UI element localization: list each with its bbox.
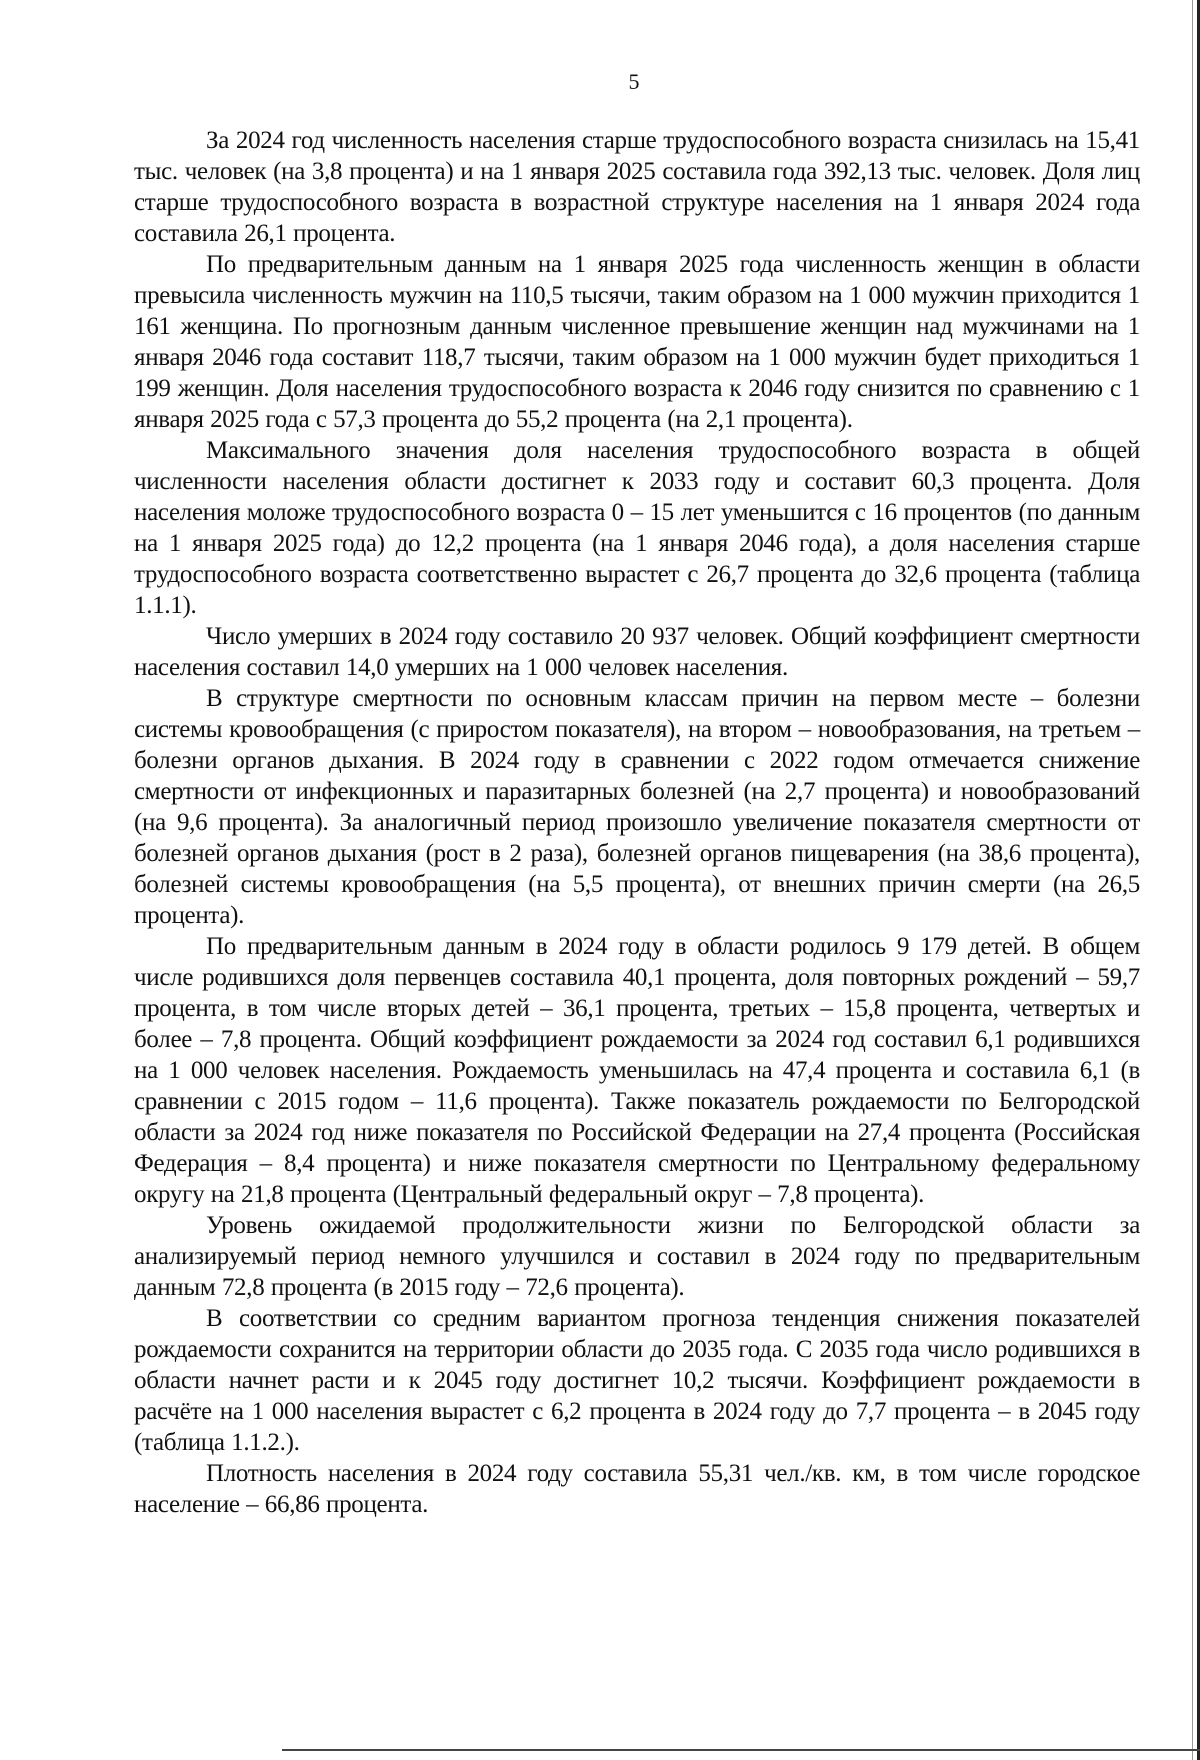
- paragraph-gender-ratio: По предварительным данным на 1 января 2025 года численность женщин в области превысила численность мужчин на 110,5 тысячи, таким образом на 1 000 мужчин приходится 1 161 женщина. По прогнозным данным численное превышение женщин над мужчинами на 1 января 2046 года составит 118,7 тысячи, таким образом на 1 000 мужчин будет приходиться 1 199 женщин. Доля населения трудоспособного возраста к 2046 году снизится по сравнению с 1 января 2025 года с 57,3 процента до 55,2 процента (на 2,1 процента).: [134, 251, 1140, 433]
- page-number: 5: [628, 69, 640, 94]
- paragraph-births: По предварительным данным в 2024 году в области родилось 9 179 детей. В общем числе родившихся доля первенцев составила 40,1 процента, доля повторных рождений – 59,7 процента, в том числе вторых детей – 36,1 процента, третьих – 15,8 процента, четвертых и более – 7,8 процента. Общий коэффициент рождаемости за 2024 год составил 6,1 родившихся на 1 000 человек населения. Рождаемость уменьшилась на 47,4 процента и составила 6,1 (в сравнении с 2015 годом – 11,6 процента). Также показатель рождаемости по Белгородской области за 2024 год ниже показателя по Российской Федерации на 27,4 процента (Российская Федерация – 8,4 процента) и ниже показателя смертности по Центральному федеральному округу на 21,8 процента (Центральный федеральный округ – 7,8 процента).: [134, 933, 1140, 1208]
- paragraph-life-expectancy: Уровень ожидаемой продолжительности жизни по Белгородской области за анализируемый период немного улучшился и составил в 2024 году по предварительным данным 72,8 процента (в 2015 году – 72,6 процента).: [134, 1212, 1140, 1301]
- paragraph-population-density: Плотность населения в 2024 году составила 55,31 чел./кв. км, в том числе городское население – 66,86 процента.: [134, 1460, 1140, 1518]
- paragraph-elderly-population: За 2024 год численность населения старше трудоспособного возраста снизилась на 15,41 тыс. человек (на 3,8 процента) и на 1 января 2025 составила года 392,13 тыс. человек. Доля лиц старше трудоспособного возраста в возрастной структуре населения на 1 января 2024 года составила 26,1 процента.: [134, 127, 1140, 247]
- paragraph-mortality-count: Число умерших в 2024 году составило 20 937 человек. Общий коэффициент смертности населения составил 14,0 умерших на 1 000 человек населения.: [134, 623, 1140, 681]
- paragraph-working-age-share: Максимального значения доля населения трудоспособного возраста в общей численности населения области достигнет к 2033 году и составит 60,3 процента. Доля населения моложе трудоспособного возраста 0 – 15 лет уменьшится с 16 процентов (по данным на 1 января 2025 года) до 12,2 процента (на 1 января 2046 года), а доля населения старше трудоспособного возраста соответственно вырастет с 26,7 процента до 32,6 процента (таблица 1.1.1).: [134, 437, 1140, 619]
- scan-edge-shadow: [1192, 0, 1193, 1760]
- document-body: [134, 125, 1140, 1520]
- paragraph-birth-forecast: В соответствии со средним вариантом прогноза тенденция снижения показателей рождаемости сохранится на территории области до 2035 года. С 2035 года число родившихся в области начнет расти и к 2045 году достигнет 10,2 тысячи. Коэффициент рождаемости в расчёте на 1 000 населения вырастет с 6,2 процента в 2024 году до 7,7 процента – в 2045 году (таблица 1.1.2.).: [134, 1305, 1140, 1456]
- paragraph-mortality-structure: В структуре смертности по основным классам причин на первом месте – болезни системы кровообращения (с приростом показателя), на втором – новообразования, на третьем – болезни органов дыхания. В 2024 году в сравнении с 2022 годом отмечается снижение смертности от инфекционных и паразитарных болезней (на 2,7 процента) и новообразований (на 9,6 процента). За аналогичный период произошло увеличение показателя смертности от болезней органов дыхания (рост в 2 раза), болезней органов пищеварения (на 38,6 процента), болезней системы кровообращения (на 5,5 процента), от внешних причин смерти (на 26,5 процента).: [134, 685, 1140, 929]
- scan-bottom-line: [282, 1749, 1200, 1751]
